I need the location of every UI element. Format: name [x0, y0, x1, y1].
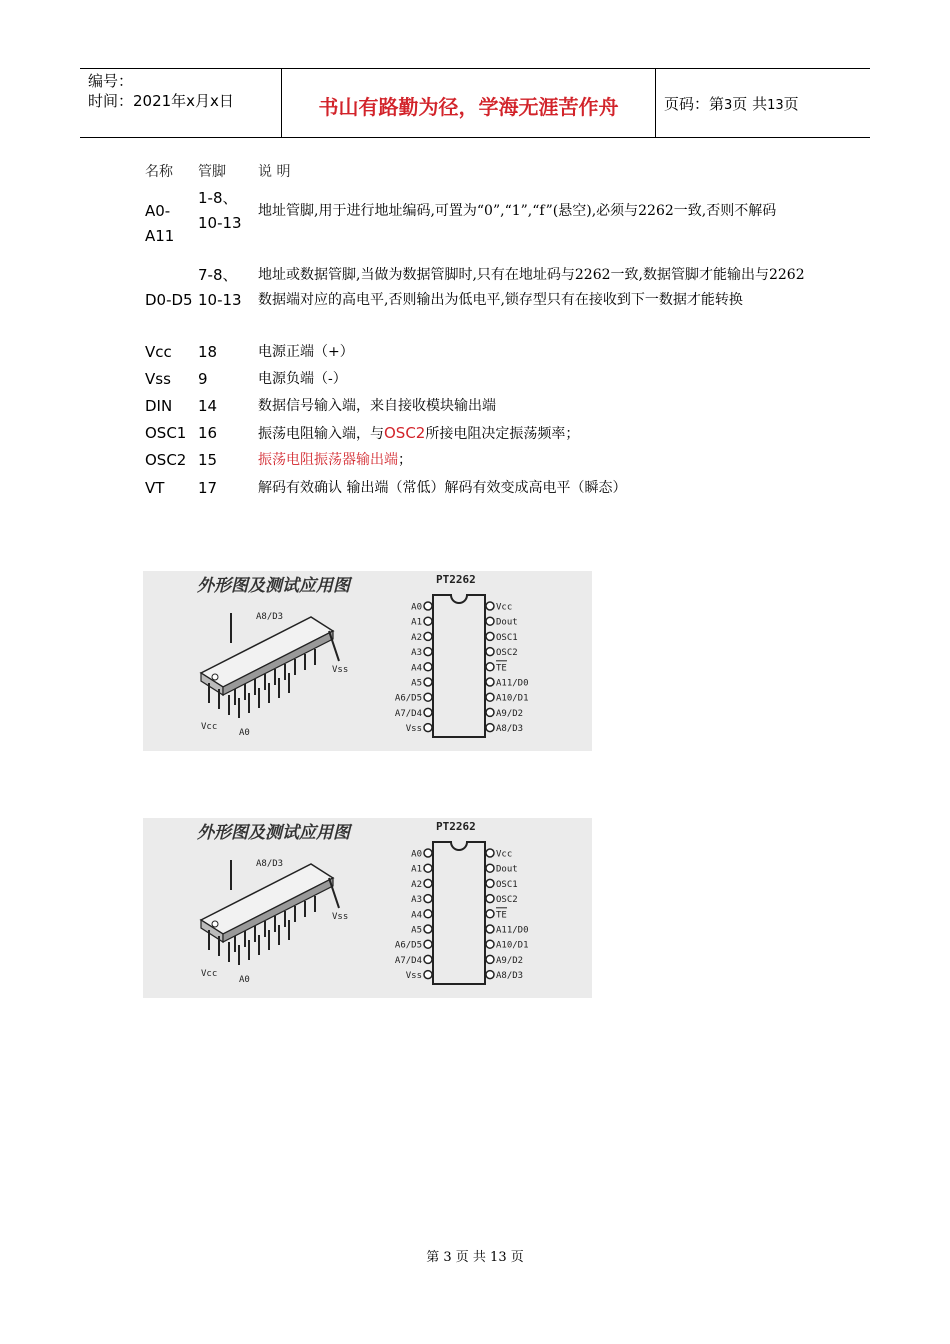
pin-label: A4 [411, 663, 422, 674]
chip-name: PT2262 [436, 573, 476, 586]
pin-circle [486, 708, 494, 716]
pin-label: A7/D4 [394, 708, 422, 719]
pin-circle [424, 879, 432, 887]
pin-label: A1 [411, 617, 422, 628]
chip-schematic [395, 595, 529, 737]
desc-text: 振荡电阻输入端，与 [258, 426, 384, 442]
pin-label: A3 [411, 895, 422, 906]
pin-circle [486, 617, 494, 625]
pin-label: A2 [411, 632, 422, 643]
pin-circle [424, 617, 432, 625]
pkg-label: A8/D3 [256, 859, 284, 869]
pin-label: A10/D1 [496, 940, 529, 951]
pin-circle [486, 955, 494, 963]
pin-circle [486, 724, 494, 732]
col-header-pin: 管脚 [198, 164, 226, 180]
chip-diagram [143, 818, 592, 998]
pin-label: A5 [411, 925, 422, 936]
pin-circle [486, 648, 494, 656]
pin-label: A6/D5 [394, 940, 422, 951]
pin-label: Vcc [496, 602, 513, 613]
pin-label: A5 [411, 678, 422, 689]
row-desc: 解码有效确认 输出端（常低）解码有效变成高电平（瞬态） [258, 480, 627, 496]
row-name: A0-A11 [145, 202, 175, 245]
desc-highlight: OSC2 [384, 424, 426, 442]
pkg-label: Vss [332, 665, 349, 675]
row-pin: 17 [198, 479, 218, 497]
pin-circle [486, 663, 494, 671]
desc-highlight: 振荡电阻振荡器输出端 [258, 452, 398, 468]
figure-title: 外形图及测试应用图 [197, 576, 350, 596]
pin-label: OSC1 [496, 879, 518, 890]
pin-label: Vss [405, 971, 422, 982]
time-label: 时间：2021年x月x日 [88, 92, 234, 110]
row-pin: 14 [198, 397, 218, 415]
row-pin: 9 [198, 370, 208, 388]
pin-circle [424, 708, 432, 716]
pin-circle [424, 849, 432, 857]
header-motto: 书山有路勤为径，学海无涯苦作舟 [318, 95, 619, 119]
pin-label: A1 [411, 864, 422, 875]
pin-circle [486, 895, 494, 903]
pin-circle [486, 910, 494, 918]
row-desc: 地址或数据管脚,当做为数据管脚时,只有在地址码与2262一致,数据管脚才能输出与2262数据端对应的高电平,否则输出为低电平,锁存型只有在接收到下一数据才能转换 [258, 267, 805, 308]
pkg-label: Vcc [201, 722, 218, 732]
pin-circle [424, 925, 432, 933]
col-header-desc: 说 明 [258, 164, 291, 180]
page-header [80, 68, 870, 138]
col-header-name: 名称 [145, 164, 173, 180]
pin-label: A0 [411, 602, 422, 613]
pin-circle [424, 895, 432, 903]
pin-circle [424, 663, 432, 671]
row-pin: 1-8、10-13 [198, 189, 242, 232]
pin-circle [486, 971, 494, 979]
pin-circle [486, 849, 494, 857]
pin-circle [424, 648, 432, 656]
page-total: 13 [767, 98, 784, 113]
chip-figure [143, 818, 592, 998]
pin-label: A8/D3 [496, 971, 524, 982]
pin-label: A7/D4 [394, 955, 422, 966]
pin-circle [486, 632, 494, 640]
pin-label: A2 [411, 879, 422, 890]
header-meta [88, 71, 278, 111]
pin-circle [424, 724, 432, 732]
chip-schematic [395, 842, 529, 984]
pkg-label: A0 [239, 975, 250, 985]
row-desc [258, 421, 808, 447]
pin-label: TE [496, 910, 507, 921]
pin-label: A0 [411, 849, 422, 860]
row-desc [258, 448, 808, 473]
pin-circle [424, 678, 432, 686]
pin-label: A10/D1 [496, 693, 529, 704]
pkg-label: A0 [239, 728, 250, 738]
row-name: D0-D5 [145, 291, 193, 309]
pin-label: A9/D2 [496, 708, 524, 719]
dip-package [201, 612, 348, 738]
pin-circle [424, 693, 432, 701]
pin-label: Dout [496, 864, 518, 875]
row-pin: 15 [198, 451, 218, 469]
pin-label: A11/D0 [496, 678, 529, 689]
row-pin: 16 [198, 424, 218, 442]
figure-title: 外形图及测试应用图 [197, 823, 350, 843]
row-name: OSC1 [145, 424, 187, 442]
pkg-label: Vss [332, 912, 349, 922]
pin-circle [424, 910, 432, 918]
pin-label: A6/D5 [394, 693, 422, 704]
row-desc: 电源负端（-） [258, 371, 347, 387]
pin-circle [486, 693, 494, 701]
page-footer: 第 3 页 共 13 页 [426, 1250, 524, 1265]
pin-label: Vss [405, 724, 422, 735]
row-name: Vcc [145, 343, 172, 361]
pin-label: A3 [411, 648, 422, 659]
pin-label: OSC1 [496, 632, 518, 643]
row-desc: 数据信号输入端，来自接收模块输出端 [258, 398, 496, 414]
row-desc: 电源正端（+） [258, 344, 354, 360]
pin-label: A9/D2 [496, 955, 524, 966]
pin-circle [486, 602, 494, 610]
pin-circle [424, 632, 432, 640]
header-divider [655, 69, 656, 137]
page-mid: 页 共 [732, 95, 768, 113]
page-prefix: 页码：第 [664, 95, 725, 113]
row-name: Vss [145, 370, 171, 388]
pin-label: TE [496, 663, 507, 674]
pin-label: A4 [411, 910, 422, 921]
header-page-info [664, 93, 799, 114]
row-name: VT [145, 479, 165, 497]
row-name: OSC2 [145, 451, 187, 469]
page-current: 3 [724, 98, 733, 113]
pin-circle [486, 940, 494, 948]
pkg-label: Vcc [201, 969, 218, 979]
chip-figure [143, 571, 592, 751]
pin-circle [424, 864, 432, 872]
row-desc: 地址管脚,用于进行地址编码,可置为“0”,“1”,“f”(悬空),必须与2262一致,否则不解码 [258, 203, 777, 219]
row-pin: 7-8、10-13 [198, 266, 242, 309]
row-pin: 18 [198, 343, 218, 361]
number-label: 编号： [88, 72, 134, 90]
pin-label: A8/D3 [496, 724, 524, 735]
pin-circle [486, 879, 494, 887]
pin-label: A11/D0 [496, 925, 529, 936]
desc-text: 所接电阻决定振荡频率； [425, 426, 580, 442]
pkg-label: A8/D3 [256, 612, 284, 622]
pin-circle [424, 955, 432, 963]
pin-label: Vcc [496, 849, 513, 860]
pin-circle [486, 678, 494, 686]
chip-diagram [143, 571, 592, 751]
pin-label: OSC2 [496, 895, 518, 906]
pin-circle [424, 940, 432, 948]
pin-circle [424, 971, 432, 979]
pin-circle [486, 864, 494, 872]
pin-circle [486, 925, 494, 933]
chip-name: PT2262 [436, 820, 476, 833]
row-name: DIN [145, 397, 173, 415]
desc-text: ； [398, 452, 412, 468]
pin-label: OSC2 [496, 648, 518, 659]
pin-label: Dout [496, 617, 518, 628]
pin-circle [424, 602, 432, 610]
dip-package [201, 859, 348, 985]
page-suffix: 页 [783, 95, 799, 113]
